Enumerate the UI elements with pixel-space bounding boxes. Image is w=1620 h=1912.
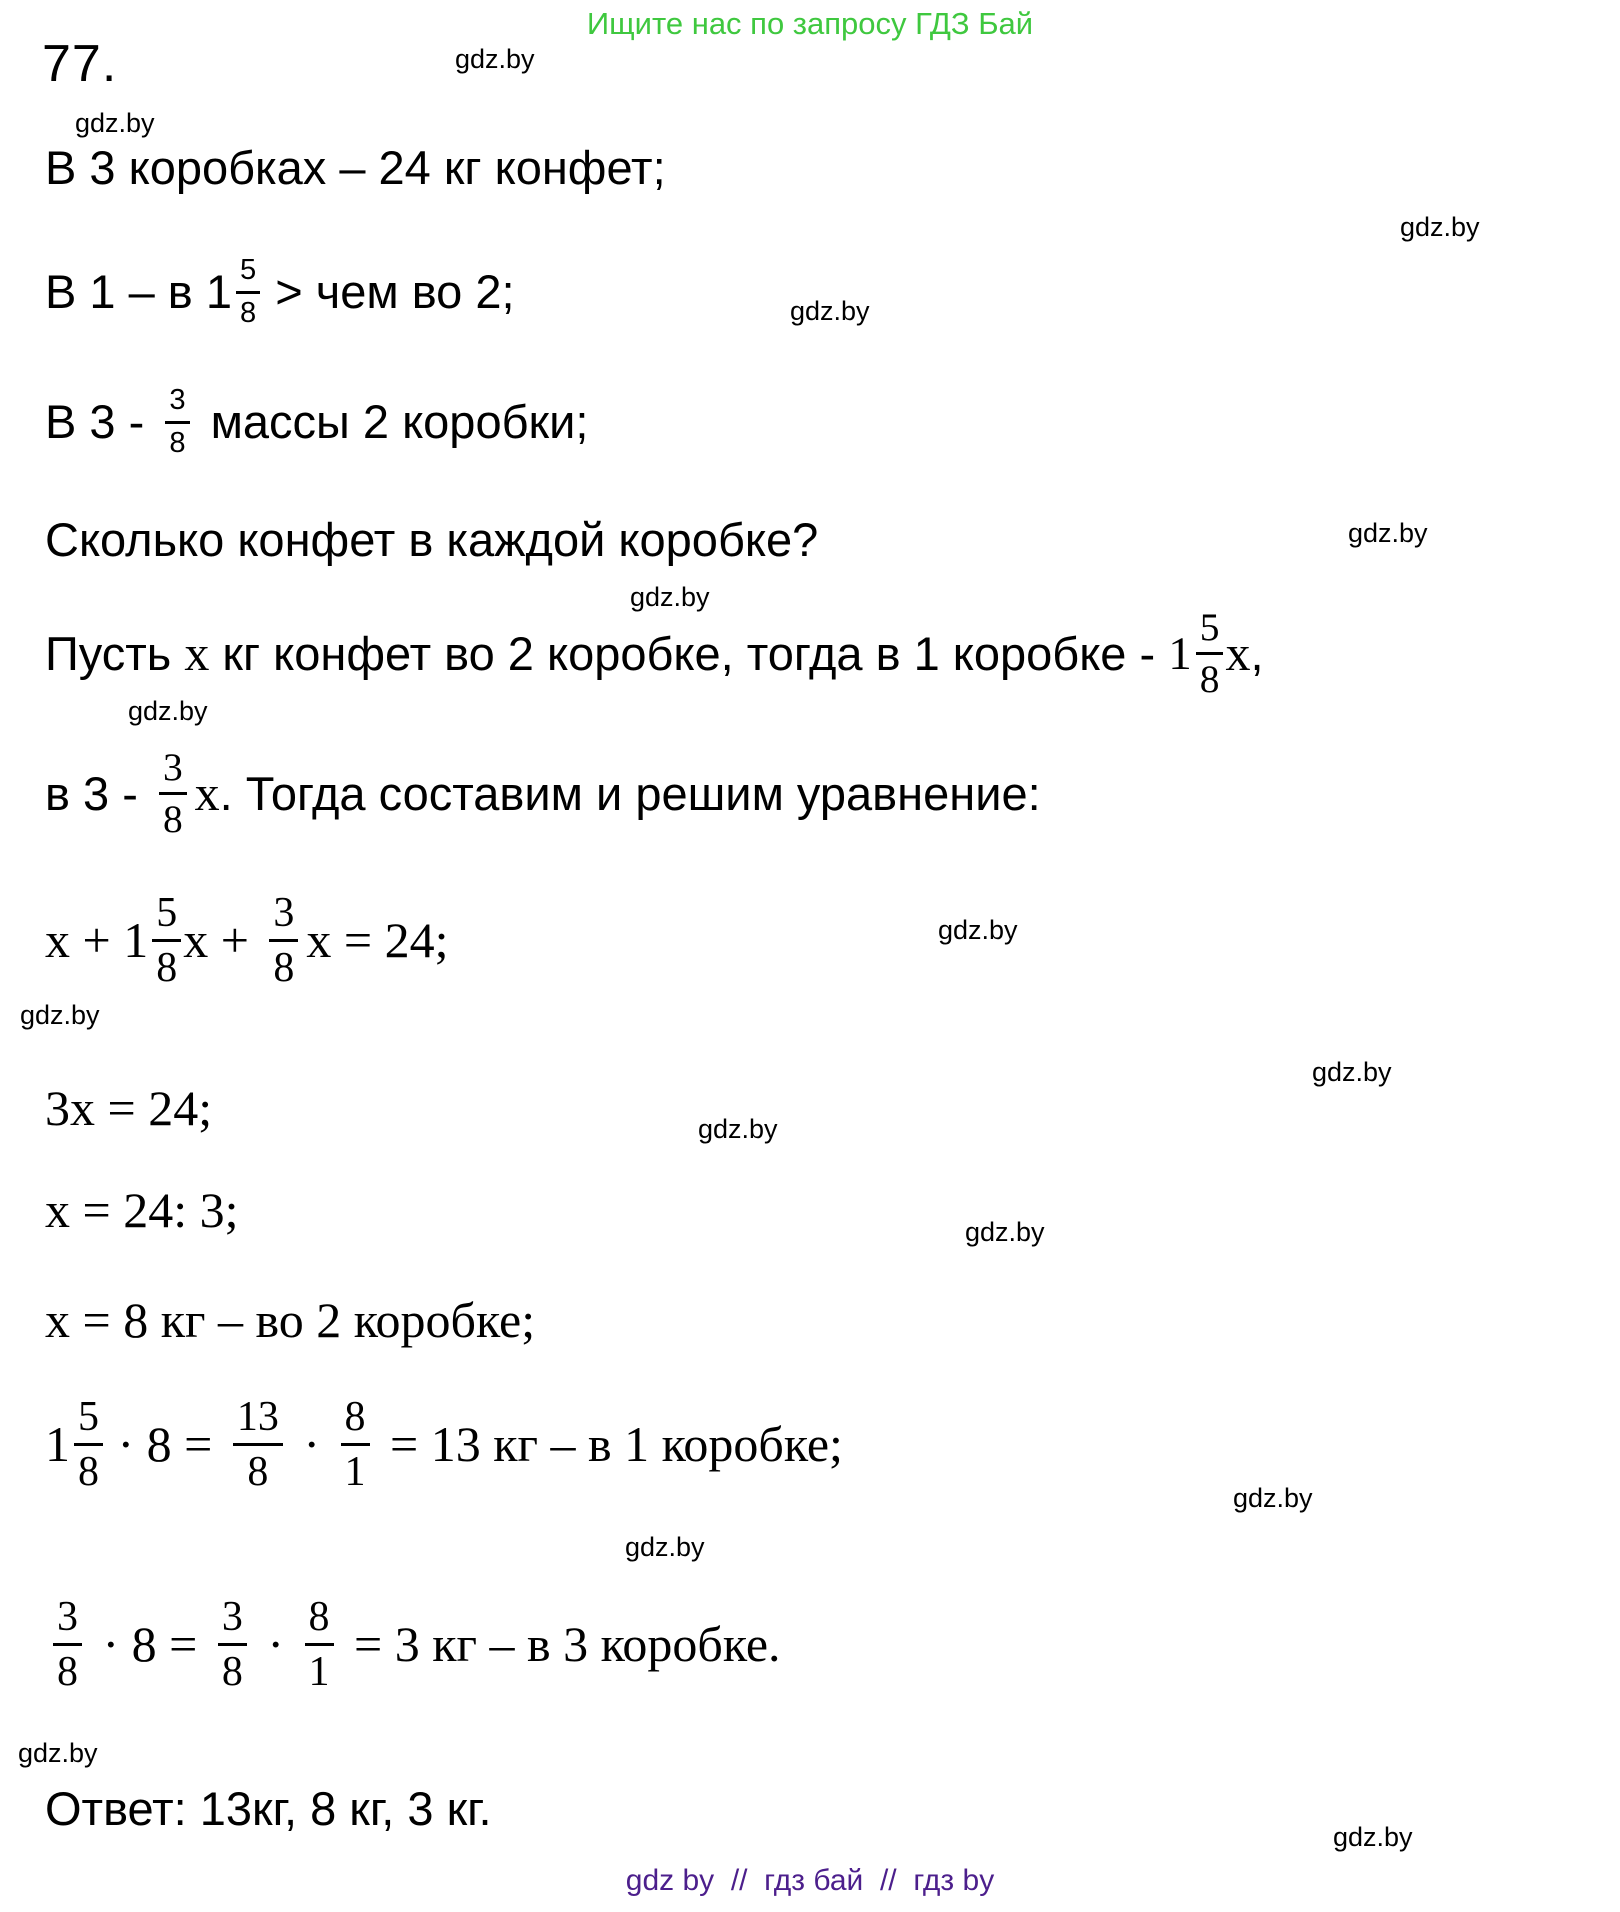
text-run: · [254,1616,297,1673]
fraction-denominator: 8 [239,296,257,329]
fraction-numerator: 5 [236,252,260,294]
mixed-number [206,252,262,333]
mixed-number-whole: 1 [123,912,149,969]
box1-result-line [45,1392,843,1498]
text-run: . Тогда составим и решим уравнение: [219,766,1041,820]
text-run: Сколько конфет в каждой коробке? [45,513,819,566]
text-run: кг конфет во 2 коробке, тогда в 1 коробке - [209,626,1169,680]
text-run: > чем во 2; [262,265,515,319]
text-run: В 1 – в [45,265,206,319]
math-variable: x [1225,625,1251,682]
fraction-numerator: 3 [165,382,189,424]
math-fraction [165,382,189,463]
fraction-numerator: 3 [218,1592,247,1646]
promo-banner: Ищите нас по запросу ГДЗ Бай [586,6,1034,41]
question-line [45,513,818,567]
fraction-denominator: 8 [273,945,295,992]
fraction-numerator: 8 [341,1392,370,1446]
fraction-denominator: 8 [169,426,186,459]
fraction-denominator: 8 [221,1649,243,1696]
fraction-denominator: 8 [57,1649,78,1696]
mixed-number [123,888,183,994]
watermark: gdz.by [625,1532,705,1562]
fraction-numerator: 5 [1196,604,1224,655]
watermark: gdz.by [1400,212,1480,242]
watermark: gdz.by [128,696,208,726]
mixed-number-whole: 1 [45,1416,70,1473]
text-run: в 3 - [45,766,151,820]
given-total-line [45,141,666,195]
given-box3-line [45,382,588,463]
text-run: · 8 = [90,1616,210,1673]
fraction-denominator: 8 [78,1449,99,1496]
math-fraction [236,252,260,333]
math-variable: x [184,625,210,682]
mixed-number-whole: 1 [1168,627,1192,680]
equation-line [45,888,449,994]
fraction-denominator: 8 [247,1449,269,1496]
math-fraction [269,888,298,994]
watermark: gdz.by [18,1738,98,1768]
watermark: gdz.by [75,108,155,138]
text-run: + [208,912,262,969]
fraction-numerator: 3 [159,744,187,795]
mixed-number [45,1392,105,1498]
text-run: = 3 кг – в 3 коробке. [341,1616,781,1673]
text-run: массы 2 коробки; [197,395,589,449]
text-run: = 24; [331,912,449,969]
assumption-line [45,604,1264,704]
math-variable: x [306,912,332,969]
fraction-denominator: 8 [162,797,183,842]
math-fraction [152,888,181,994]
box2-result-line [45,1292,535,1350]
text-run: + [70,912,124,969]
math-variable: x [45,1182,70,1238]
watermark: gdz.by [455,44,535,74]
text-run: В 3 - [45,395,158,449]
text-run: 3 [45,1080,70,1136]
text-run: = 13 кг – в 1 коробке; [377,1416,843,1473]
division-line [45,1182,238,1240]
fraction-numerator: 13 [233,1392,283,1446]
problem-number: 77. [42,35,118,93]
math-variable: x [70,1080,95,1136]
fraction-denominator: 1 [344,1449,366,1496]
text-run: · 8 = [105,1416,225,1473]
fraction-numerator: 3 [269,888,298,942]
fraction-numerator: 3 [53,1592,82,1646]
math-fraction [159,744,187,844]
text-run: · [290,1416,333,1473]
watermark: gdz.by [630,582,710,612]
given-box1-line [45,252,515,333]
watermark: gdz.by [1233,1483,1313,1513]
math-fraction [341,1392,370,1498]
fraction-numerator: 5 [74,1392,103,1446]
watermark: gdz.by [965,1217,1045,1247]
math-fraction [74,1392,103,1498]
text-run: = 24; [95,1080,213,1136]
fraction-denominator: 8 [1199,657,1220,702]
watermark: gdz.by [20,1000,100,1030]
math-fraction [305,1592,334,1698]
text-run: , [1250,626,1264,680]
simplified-equation-line [45,1080,212,1138]
assumption-continued-line [45,744,1041,844]
math-fraction [233,1392,283,1498]
watermark: gdz.by [938,915,1018,945]
watermark: gdz.by [1312,1057,1392,1087]
watermark: gdz.by [790,296,870,326]
math-variable: x [45,1292,70,1348]
math-fraction [1196,604,1224,704]
mixed-number-whole: 1 [205,265,232,319]
footer-links: gdz by // гдз бай // гдз by [625,1864,995,1897]
text-run: = 24: 3; [70,1182,239,1238]
fraction-denominator: 1 [308,1649,330,1696]
text-run: Пусть [45,626,185,680]
fraction-numerator: 5 [152,888,181,942]
math-variable: x [194,765,220,822]
watermark: gdz.by [698,1114,778,1144]
box3-result-line [45,1592,781,1698]
text-run: В 3 коробках – 24 кг конфет; [45,141,666,194]
math-variable: x [183,912,209,969]
text-run: Ответ: 13кг, 8 кг, 3 кг. [45,1782,492,1835]
fraction-numerator: 8 [305,1592,334,1646]
text-run: = 8 кг – во 2 коробке; [70,1292,536,1348]
answer-line [45,1782,492,1836]
math-fraction [218,1592,247,1698]
fraction-denominator: 8 [156,945,178,992]
math-fraction [53,1592,82,1698]
watermark: gdz.by [1348,518,1428,548]
mixed-number [1168,604,1225,704]
watermark: gdz.by [1333,1822,1413,1852]
math-variable: x [45,912,70,969]
